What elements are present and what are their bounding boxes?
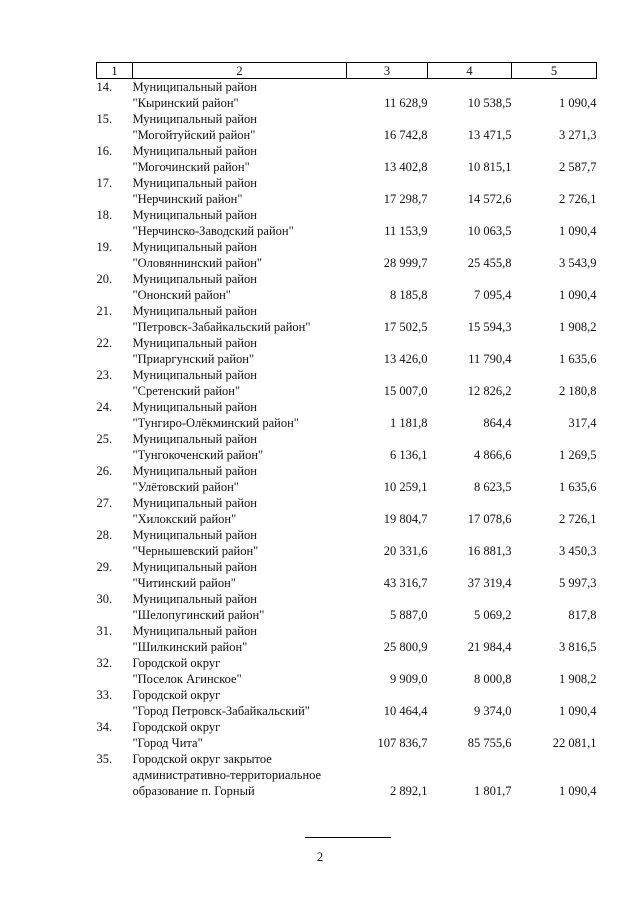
- row-value-c5: 817,8: [568, 608, 597, 622]
- header-cell-2: 2: [133, 63, 347, 79]
- row-number: 33.: [96, 688, 113, 702]
- row-number: 17.: [96, 176, 113, 190]
- row-number: 27.: [96, 496, 113, 510]
- table-row: [97, 527, 597, 559]
- row-name-line: Городской округ: [132, 656, 221, 670]
- row-name-line: Муниципальный район: [132, 272, 257, 286]
- row-name-line: "Могойтуйский район": [132, 128, 256, 142]
- row-name-line: Муниципальный район: [132, 496, 257, 510]
- row-name-line: "Шилкинский район": [132, 640, 248, 654]
- row-name-line: "Поселок Агинское": [132, 672, 242, 686]
- row-value-c4: 864,4: [483, 416, 512, 430]
- row-value-c5: 1 269,5: [559, 448, 597, 462]
- row-value-c5: 1 090,4: [559, 224, 597, 238]
- row-value-c4: 17 078,6: [467, 512, 512, 526]
- row-name: [133, 335, 347, 367]
- row-number: 18.: [96, 208, 113, 222]
- row-value-c5: 1 090,4: [559, 784, 597, 798]
- row-name-line: "Тунгокоченский район": [132, 448, 264, 462]
- row-name-line: "Тунгиро-Олёкминский район": [132, 416, 299, 430]
- row-value-c4: 4 866,6: [474, 448, 512, 462]
- row-name-line: "Читинский район": [132, 576, 236, 590]
- header-cell-1: 1: [97, 63, 133, 79]
- row-name-line: Муниципальный район: [132, 336, 257, 350]
- row-value-c3: 13 426,0: [383, 352, 428, 366]
- row-number: 20.: [96, 272, 113, 286]
- row-name-line: "Город Чита": [132, 736, 203, 750]
- row-value-c5: 22 081,1: [552, 736, 597, 750]
- row-number: 22.: [96, 336, 113, 350]
- table-row: [97, 495, 597, 527]
- row-value-c3: 11 628,9: [384, 96, 428, 110]
- row-value-c3: 17 298,7: [383, 192, 428, 206]
- row-value-c3: 43 316,7: [383, 576, 428, 590]
- row-name-line: Муниципальный район: [132, 400, 257, 414]
- table-row: [97, 559, 597, 591]
- table-row: [97, 431, 597, 463]
- row-value-c5: 317,4: [568, 416, 597, 430]
- row-value-c5: 3 543,9: [559, 256, 597, 270]
- row-value-c5: 3 271,3: [559, 128, 597, 142]
- row-value-c3: 10 259,1: [383, 480, 428, 494]
- row-value-c4: 14 572,6: [467, 192, 512, 206]
- row-name: [133, 591, 347, 623]
- row-name: [133, 271, 347, 303]
- row-value-c5: 3 816,5: [559, 640, 597, 654]
- table-row: [97, 143, 597, 175]
- row-number: 23.: [96, 368, 113, 382]
- row-name-line: Муниципальный район: [132, 528, 257, 542]
- row-name-line: "Шелопугинский район": [132, 608, 265, 622]
- row-value-c4: 21 984,4: [467, 640, 512, 654]
- row-name: [133, 79, 347, 112]
- row-name-line: Муниципальный район: [132, 176, 257, 190]
- table-row: [97, 271, 597, 303]
- row-name-line: Муниципальный район: [132, 560, 257, 574]
- row-value-c5: 2 180,8: [559, 384, 597, 398]
- row-number: 31.: [96, 624, 113, 638]
- row-value-c4: 8 000,8: [474, 672, 512, 686]
- row-name: [133, 463, 347, 495]
- row-name: [133, 207, 347, 239]
- row-value-c4: 37 319,4: [467, 576, 512, 590]
- row-name-line: Муниципальный район: [132, 144, 257, 158]
- row-name-line: "Ононский район": [132, 288, 231, 302]
- row-value-c4: 7 095,4: [474, 288, 512, 302]
- row-value-c5: 1 090,4: [559, 704, 597, 718]
- row-name-line: "Оловяннинский район": [132, 256, 263, 270]
- page-number: 2: [316, 850, 324, 864]
- row-name-line: "Хилокский район": [132, 512, 237, 526]
- row-value-c4: 5 069,2: [474, 608, 512, 622]
- row-name-line: "Приаргунский район": [132, 352, 255, 366]
- row-name: [133, 687, 347, 719]
- row-name-line: "Город Петровск-Забайкальский": [132, 704, 310, 718]
- table-row: [97, 463, 597, 495]
- row-value-c3: 5 887,0: [390, 608, 428, 622]
- row-name-line: "Нерчинско-Заводский район": [132, 224, 294, 238]
- row-value-c4: 15 594,3: [467, 320, 512, 334]
- row-value-c5: 1 090,4: [559, 288, 597, 302]
- row-value-c3: 8 185,8: [390, 288, 428, 302]
- row-name: [133, 719, 347, 751]
- row-name: [133, 431, 347, 463]
- row-name-line: "Петровск-Забайкальский район": [132, 320, 311, 334]
- row-value-c3: 15 007,0: [383, 384, 428, 398]
- row-name: [133, 527, 347, 559]
- row-name: [133, 623, 347, 655]
- row-name-line: Муниципальный район: [132, 240, 257, 254]
- row-value-c4: 11 790,4: [468, 352, 512, 366]
- table-header: [97, 63, 597, 79]
- row-name-line: Муниципальный район: [132, 624, 257, 638]
- table-row: [97, 79, 597, 112]
- row-value-c4: 16 881,3: [467, 544, 512, 558]
- row-value-c5: 1 635,6: [559, 352, 597, 366]
- row-name-line: Городской округ: [132, 688, 221, 702]
- row-value-c5: 5 997,3: [559, 576, 597, 590]
- table-row: [97, 367, 597, 399]
- table-row: [97, 719, 597, 751]
- row-name-line: "Кыринский район": [132, 96, 239, 110]
- header-cell-5: 5: [512, 63, 597, 79]
- row-value-c5: 3 450,3: [559, 544, 597, 558]
- row-name-line: Городской округ закрытое: [132, 752, 272, 766]
- row-value-c3: 20 331,6: [383, 544, 428, 558]
- row-value-c5: 1 908,2: [559, 672, 597, 686]
- row-value-c4: 25 455,8: [467, 256, 512, 270]
- row-name: [133, 559, 347, 591]
- row-name: [133, 495, 347, 527]
- row-name-line: Муниципальный район: [132, 80, 257, 94]
- row-value-c5: 2 587,7: [559, 160, 597, 174]
- row-number: 25.: [96, 432, 113, 446]
- row-value-c3: 1 181,8: [390, 416, 428, 430]
- row-name-line: "Нерчинский район": [132, 192, 243, 206]
- table-row: [97, 399, 597, 431]
- row-name-line: "Улётовский район": [132, 480, 239, 494]
- row-name: [133, 239, 347, 271]
- table-row: [97, 751, 597, 799]
- table-body: [97, 79, 597, 800]
- row-name-line: "Могочинский район": [132, 160, 250, 174]
- row-value-c3: 11 153,9: [384, 224, 428, 238]
- row-name: [133, 367, 347, 399]
- table-row: [97, 175, 597, 207]
- table-row: [97, 335, 597, 367]
- row-name-line: Муниципальный район: [132, 368, 257, 382]
- row-value-c3: 107 836,7: [377, 736, 428, 750]
- row-number: 30.: [96, 592, 113, 606]
- row-value-c5: 1 635,6: [559, 480, 597, 494]
- row-number: 16.: [96, 144, 113, 158]
- row-name-line: Муниципальный район: [132, 464, 257, 478]
- row-number: 34.: [96, 720, 113, 734]
- row-name: [133, 399, 347, 431]
- row-name-line: образование п. Горный: [132, 784, 255, 798]
- row-value-c3: 16 742,8: [383, 128, 428, 142]
- table-row: [97, 591, 597, 623]
- row-value-c4: 9 374,0: [474, 704, 512, 718]
- data-table: [96, 62, 597, 799]
- row-value-c3: 13 402,8: [383, 160, 428, 174]
- row-number: 15.: [96, 112, 113, 126]
- row-value-c3: 17 502,5: [383, 320, 428, 334]
- row-name-line: Городской округ: [132, 720, 221, 734]
- row-name: [133, 143, 347, 175]
- footer-divider: [305, 837, 391, 838]
- row-number: 21.: [96, 304, 113, 318]
- row-name-line: Муниципальный район: [132, 208, 257, 222]
- row-number: 29.: [96, 560, 113, 574]
- row-name-line: Муниципальный район: [132, 112, 257, 126]
- row-name-line: Муниципальный район: [132, 432, 257, 446]
- row-number: 32.: [96, 656, 113, 670]
- table-row: [97, 623, 597, 655]
- row-value-c3: 6 136,1: [390, 448, 428, 462]
- table-row: [97, 239, 597, 271]
- row-number: 28.: [96, 528, 113, 542]
- row-value-c4: 10 063,5: [467, 224, 512, 238]
- row-name-line: Муниципальный район: [132, 592, 257, 606]
- row-value-c5: 2 726,1: [559, 192, 597, 206]
- table-row: [97, 207, 597, 239]
- row-value-c5: 1 090,4: [559, 96, 597, 110]
- table-row: [97, 655, 597, 687]
- row-value-c4: 13 471,5: [467, 128, 512, 142]
- row-value-c5: 1 908,2: [559, 320, 597, 334]
- row-name-line: Муниципальный район: [132, 304, 257, 318]
- row-name: [133, 111, 347, 143]
- row-name-line: "Сретенский район": [132, 384, 241, 398]
- row-number: 19.: [96, 240, 113, 254]
- row-value-c4: 85 755,6: [467, 736, 512, 750]
- row-number: 35.: [96, 752, 113, 766]
- header-cell-3: 3: [347, 63, 428, 79]
- row-name: [133, 303, 347, 335]
- row-value-c4: 12 826,2: [467, 384, 512, 398]
- row-name: [133, 175, 347, 207]
- row-value-c3: 9 909,0: [390, 672, 428, 686]
- header-cell-4: 4: [428, 63, 512, 79]
- row-name-line: "Чернышевский район": [132, 544, 259, 558]
- table-row: [97, 111, 597, 143]
- row-value-c4: 1 801,7: [474, 784, 512, 798]
- row-number: 26.: [96, 464, 113, 478]
- row-value-c4: 8 623,5: [474, 480, 512, 494]
- row-value-c4: 10 538,5: [467, 96, 512, 110]
- table-row: [97, 687, 597, 719]
- row-number: 14.: [96, 80, 113, 94]
- row-value-c3: 10 464,4: [383, 704, 428, 718]
- row-name-line: административно-территориальное: [132, 768, 322, 782]
- row-value-c3: 28 999,7: [383, 256, 428, 270]
- row-name: [133, 655, 347, 687]
- row-value-c3: 25 800,9: [383, 640, 428, 654]
- row-value-c5: 2 726,1: [559, 512, 597, 526]
- table-row: [97, 303, 597, 335]
- row-number: 24.: [96, 400, 113, 414]
- row-value-c4: 10 815,1: [467, 160, 512, 174]
- row-name: [133, 751, 347, 799]
- row-value-c3: 19 804,7: [383, 512, 428, 526]
- row-value-c3: 2 892,1: [390, 784, 428, 798]
